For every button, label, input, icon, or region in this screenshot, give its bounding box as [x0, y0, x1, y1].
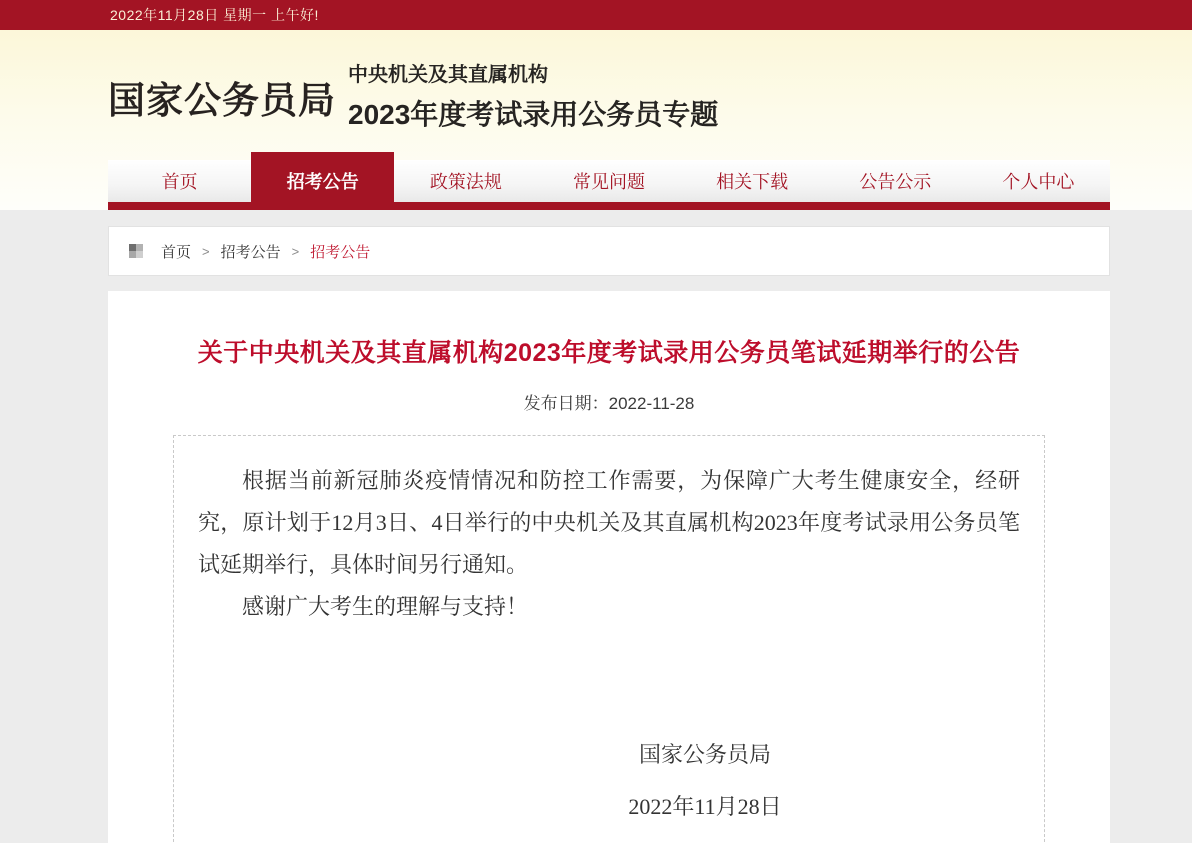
breadcrumb-home-link[interactable]: 首页: [161, 243, 192, 261]
signature-agency: 国家公务员局: [638, 742, 771, 767]
breadcrumb-separator-icon: >: [202, 243, 210, 259]
nav-tab-announcements[interactable]: [251, 152, 394, 210]
nav-tab-faq[interactable]: [537, 152, 680, 210]
breadcrumb-announcements-link[interactable]: 招考公告: [220, 243, 281, 261]
site-logo: 国家公务员局: [108, 80, 336, 121]
site-header: [0, 30, 1192, 210]
nav-tab-label: 首页: [161, 172, 198, 192]
nav-tab-personal-center[interactable]: [967, 152, 1110, 210]
main-nav: [108, 152, 1110, 210]
subtitle-line1: 中央机关及其直属机构: [348, 64, 548, 86]
nav-tab-label: 招考公告: [286, 172, 359, 192]
breadcrumb: [108, 226, 1110, 276]
top-bar: [0, 0, 1192, 30]
date-greeting: 2022年11月28日 星期一 上午好!: [110, 7, 319, 23]
article-signature: [540, 740, 870, 822]
breadcrumb-current-page: 招考公告: [310, 243, 371, 261]
article-body: [173, 435, 1045, 843]
signature-date: 2022年11月28日: [628, 794, 782, 819]
article-paragraph: 根据当前新冠肺炎疫情情况和防控工作需要，为保障广大考生健康安全，经研究，原计划于12月3日、4日举行的中央机关及其直属机构2023年度考试录用公务员笔试延期举行，具体时间另行通知。: [198, 468, 1020, 577]
nav-tab-label: 常见问题: [572, 172, 645, 192]
article-paragraph: 感谢广大考生的理解与支持！: [242, 594, 529, 619]
publish-date: 发布日期：2022-11-28: [523, 394, 695, 413]
article-card: [108, 291, 1110, 843]
breadcrumb-placeholder-icon: [129, 244, 143, 258]
nav-tabs: [108, 152, 1110, 210]
nav-tab-label: 政策法规: [429, 172, 502, 192]
nav-tab-home[interactable]: [108, 152, 251, 210]
site-subtitle: [348, 58, 718, 133]
nav-tab-label: 个人中心: [1002, 172, 1075, 192]
nav-tab-label: 公告公示: [859, 172, 932, 192]
subtitle-line2: 2023年度考试录用公务员专题: [348, 99, 719, 130]
nav-tab-downloads[interactable]: [681, 152, 824, 210]
article-title: 关于中央机关及其直属机构2023年度考试录用公务员笔试延期举行的公告: [197, 339, 1021, 367]
nav-tab-public-notices[interactable]: [824, 152, 967, 210]
nav-tab-label: 相关下载: [716, 172, 789, 192]
breadcrumb-separator-icon: >: [291, 243, 300, 259]
nav-tab-policies[interactable]: [394, 152, 537, 210]
